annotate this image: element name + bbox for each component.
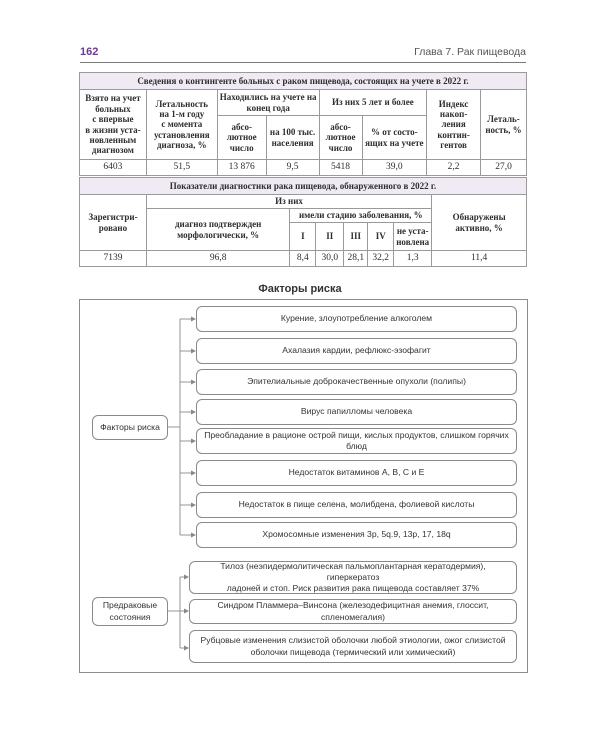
stage-i: I [290, 223, 316, 251]
stage-iii: III [344, 223, 368, 251]
table-cell: 8,4 [290, 251, 316, 267]
precancer-node: Предраковые состояния [92, 597, 168, 626]
col-of-them: Из них [146, 195, 431, 209]
col-taken: Взято на учет больных с впервые в жизни уста- новленным диагнозом [80, 90, 147, 160]
table-cell: 13 876 [217, 160, 266, 176]
table-cell: 30,0 [316, 251, 344, 267]
table-cell: 9,5 [266, 160, 319, 176]
table-cell: 5418 [319, 160, 362, 176]
table-cell: 51,5 [146, 160, 217, 176]
col-detected-actively: Обнаружены активно, % [432, 195, 527, 251]
diagram-title: Факторы риска [258, 283, 342, 295]
table-cell: 6403 [80, 160, 147, 176]
sub-absolute-5y: абсо- лютное число [319, 116, 362, 160]
stage-not-set: не уста- новлена [394, 223, 432, 251]
col-accumulation-index: Индекс накоп- ления контин- гентов [427, 90, 481, 160]
col-registered: Зарегистри- ровано [80, 195, 147, 251]
col-mortality-first-year: Летальность на 1-м году с момента установления диагноза, % [146, 90, 217, 160]
risk-item: Курение, злоупотребление алкоголем [196, 306, 517, 332]
col-stage: имели стадию заболевания, % [290, 209, 432, 223]
table-cell: 32,2 [368, 251, 394, 267]
sub-per-100k: на 100 тыс. населения [266, 116, 319, 160]
page-number: 162 [80, 46, 99, 58]
table2-caption: Показатели диагностики рака пищевода, обнаруженного в 2022 г. [80, 178, 527, 195]
table-cell: 27,0 [481, 160, 527, 176]
table-cell: 39,0 [362, 160, 427, 176]
risk-item: Эпителиальные доброкачественные опухоли (полипы) [196, 369, 517, 395]
table1-caption: Сведения о контингенте больных с раком пищевода, состоящих на учете в 2022 г. [80, 73, 527, 90]
col-morphology: диагноз подтвержден морфологически, % [146, 209, 290, 251]
precancer-item: Рубцовые изменения слизистой оболочки любой этиологии, ожог слизистой оболочки пищевода (термический или химический) [189, 630, 517, 663]
risk-factors-node: Факторы риска [92, 415, 168, 440]
risk-item: Недостаток в пище селена, молибдена, фолиевой кислоты [196, 492, 517, 518]
stage-iv: IV [368, 223, 394, 251]
precancer-item: Тилоз (неэпидермолитическая пальмоплантарная кератодермия), гиперкератоз ладоней и стоп. Риск развития рака пищевода составляет 37% [189, 561, 517, 594]
chapter-title: Глава 7. Рак пищевода [414, 46, 526, 58]
col-mortality: Леталь- ность, % [481, 90, 527, 160]
table-cell: 2,2 [427, 160, 481, 176]
sub-percent: % от состо- ящих на учете [362, 116, 427, 160]
col-five-years: Из них 5 лет и более [319, 90, 427, 116]
precancer-item: Синдром Пламмера–Винсона (железодефицитная анемия, глоссит, спленомегалия) [189, 599, 517, 624]
risk-item: Недостаток витаминов А, В, С и Е [196, 460, 517, 486]
table-cell: 7139 [80, 251, 147, 267]
stage-ii: II [316, 223, 344, 251]
risk-item: Ахалазия кардии, рефлюкс-эзофагит [196, 338, 517, 364]
risk-item: Вирус папилломы человека [196, 399, 517, 425]
table-cell: 96,8 [146, 251, 290, 267]
col-end-of-year: Находились на учете на конец года [217, 90, 319, 116]
risk-item: Хромосомные изменения 3p, 5q.9, 13p, 17, 18q [196, 522, 517, 548]
sub-absolute: абсо- лютное число [217, 116, 266, 160]
risk-item: Преобладание в рационе острой пищи, кислых продуктов, слишком горячих блюд [196, 428, 517, 454]
table-cell: 1,3 [394, 251, 432, 267]
table-cell: 11,4 [432, 251, 527, 267]
table-cell: 28,1 [344, 251, 368, 267]
